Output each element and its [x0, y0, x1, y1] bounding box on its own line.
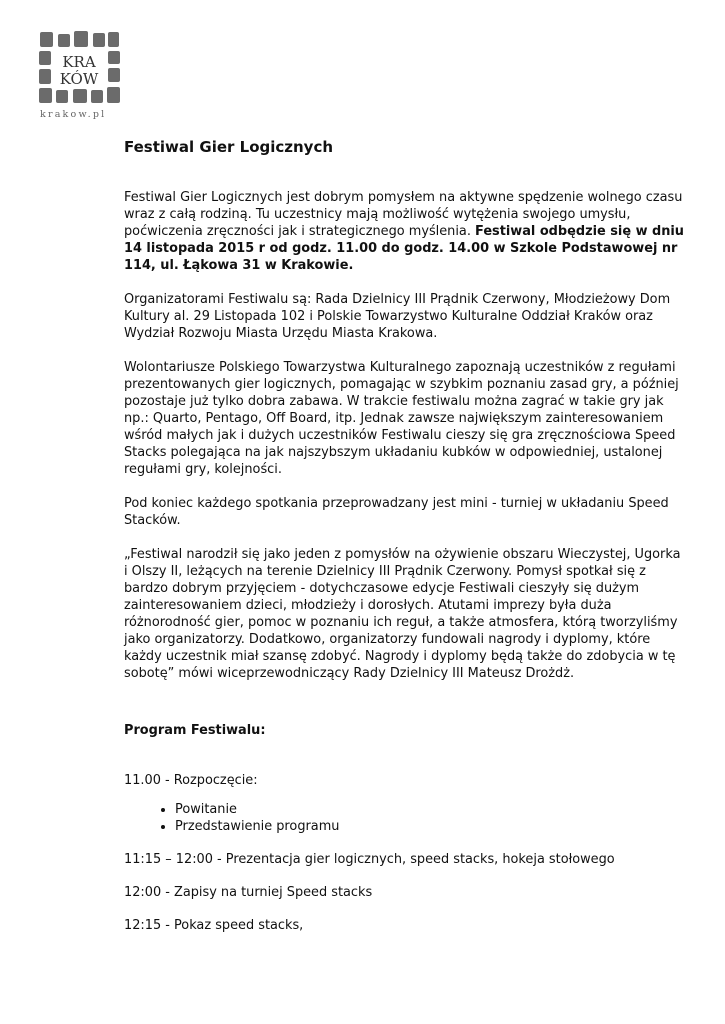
intro-text: Festiwal Gier Logicznych jest dobrym pomysłem na aktywne spędzenie wolnego czasu wraz z całą rodziną. Tu uczestnicy mają możliwość wytężenia swojego umysłu, poćwiczenia zręczności jak i strategicznego myślenia. [124, 190, 683, 239]
logo-text-line2: KÓW [59, 70, 99, 88]
program-item: 12:15 - Pokaz speed stacks, [124, 918, 304, 933]
organizers-paragraph: Organizatorami Festiwalu są: Rada Dzielnicy III Prądnik Czerwony, Młodzieżowy Dom Kultury al. 29 Listopada 102 i Polskie Towarzystwo Kulturalne Oddział Kraków oraz Wydział Rozwoju Miasta Urzędu Miasta Krakowa. [124, 292, 671, 341]
program-item: 12:00 - Zapisy na turniej Speed stacks [124, 885, 373, 900]
logo-text-line1: KRA [62, 53, 96, 71]
intro-bold-text: Festiwal odbędzie się w dniu 14 listopada 2015 r od godz. 11.00 do godz. 14.00 w Szkole Podstawowej nr 114, ul. Łąkowa 31 w Krakowie. [124, 224, 684, 273]
program-item: 11:15 – 12:00 - Prezentacja gier logicznych, speed stacks, hokeja stołowego [124, 852, 615, 867]
krakow-logo-mark [36, 30, 122, 110]
page-title: Festiwal Gier Logicznych [124, 138, 334, 156]
program-item: 11.00 - Rozpoczęcie: [124, 773, 258, 788]
intro-paragraph [124, 189, 684, 274]
document-body [124, 137, 684, 934]
logo-caption: krakow.pl [40, 109, 107, 120]
program-bullet-list [124, 801, 684, 835]
volunteers-paragraph: Wolontariusze Polskiego Towarzystwa Kulturalnego zapoznają uczestników z regułami prezentowanych gier logicznych, pomagając w szybkim poznaniu zasad gry, a później pozostaje już tylko dobra zabawa. W trakcie festiwalu można zagrać w takie gry jak np.: Quarto, Pentago, Off Board, itp. Jednak zawsze największym zainteresowaniem wśród małych jak i dużych uczestników Festiwalu cieszy się gra zręcznościowa Speed Stacks polegająca na jak najszybszym układaniu kubków w odpowiedniej, ustalonej regułami gry, kolejności. [124, 360, 679, 477]
quote-paragraph: „Festiwal narodził się jako jeden z pomysłów na ożywienie obszaru Wieczystej, Ugorka i Olszy II, leżących na terenie Dzielnicy III Prądnik Czerwony. Pomysł spotkał się z bardzo dobrym przyjęciem - dotychczasowe edycje Festiwali cieszyły się dużym zainteresowaniem dzieci, młodzieży i dorosłych. Atutami imprezy była duża różnorodność gier, pomoc w poznaniu ich reguł, a także atmosfera, którą tworzyliśmy jako organizatorzy. Dodatkowo, organizatorzy fundowali nagrody i dyplomy, które każdy uczestnik miał szansę zdobyć. Nagrody i dyplomy będą także do zdobycia w tę sobotę” mówi wiceprzewodniczący Rady Dzielnicy III Mateusz Drożdż. [124, 547, 681, 681]
program-title: Program Festiwalu: [124, 723, 266, 738]
tournament-paragraph: Pod koniec każdego spotkania przeprowadzany jest mini - turniej w układaniu Speed Stacków. [124, 496, 669, 528]
list-item: • Przedstawienie programu [175, 818, 684, 835]
list-item: • Powitanie [175, 801, 684, 818]
